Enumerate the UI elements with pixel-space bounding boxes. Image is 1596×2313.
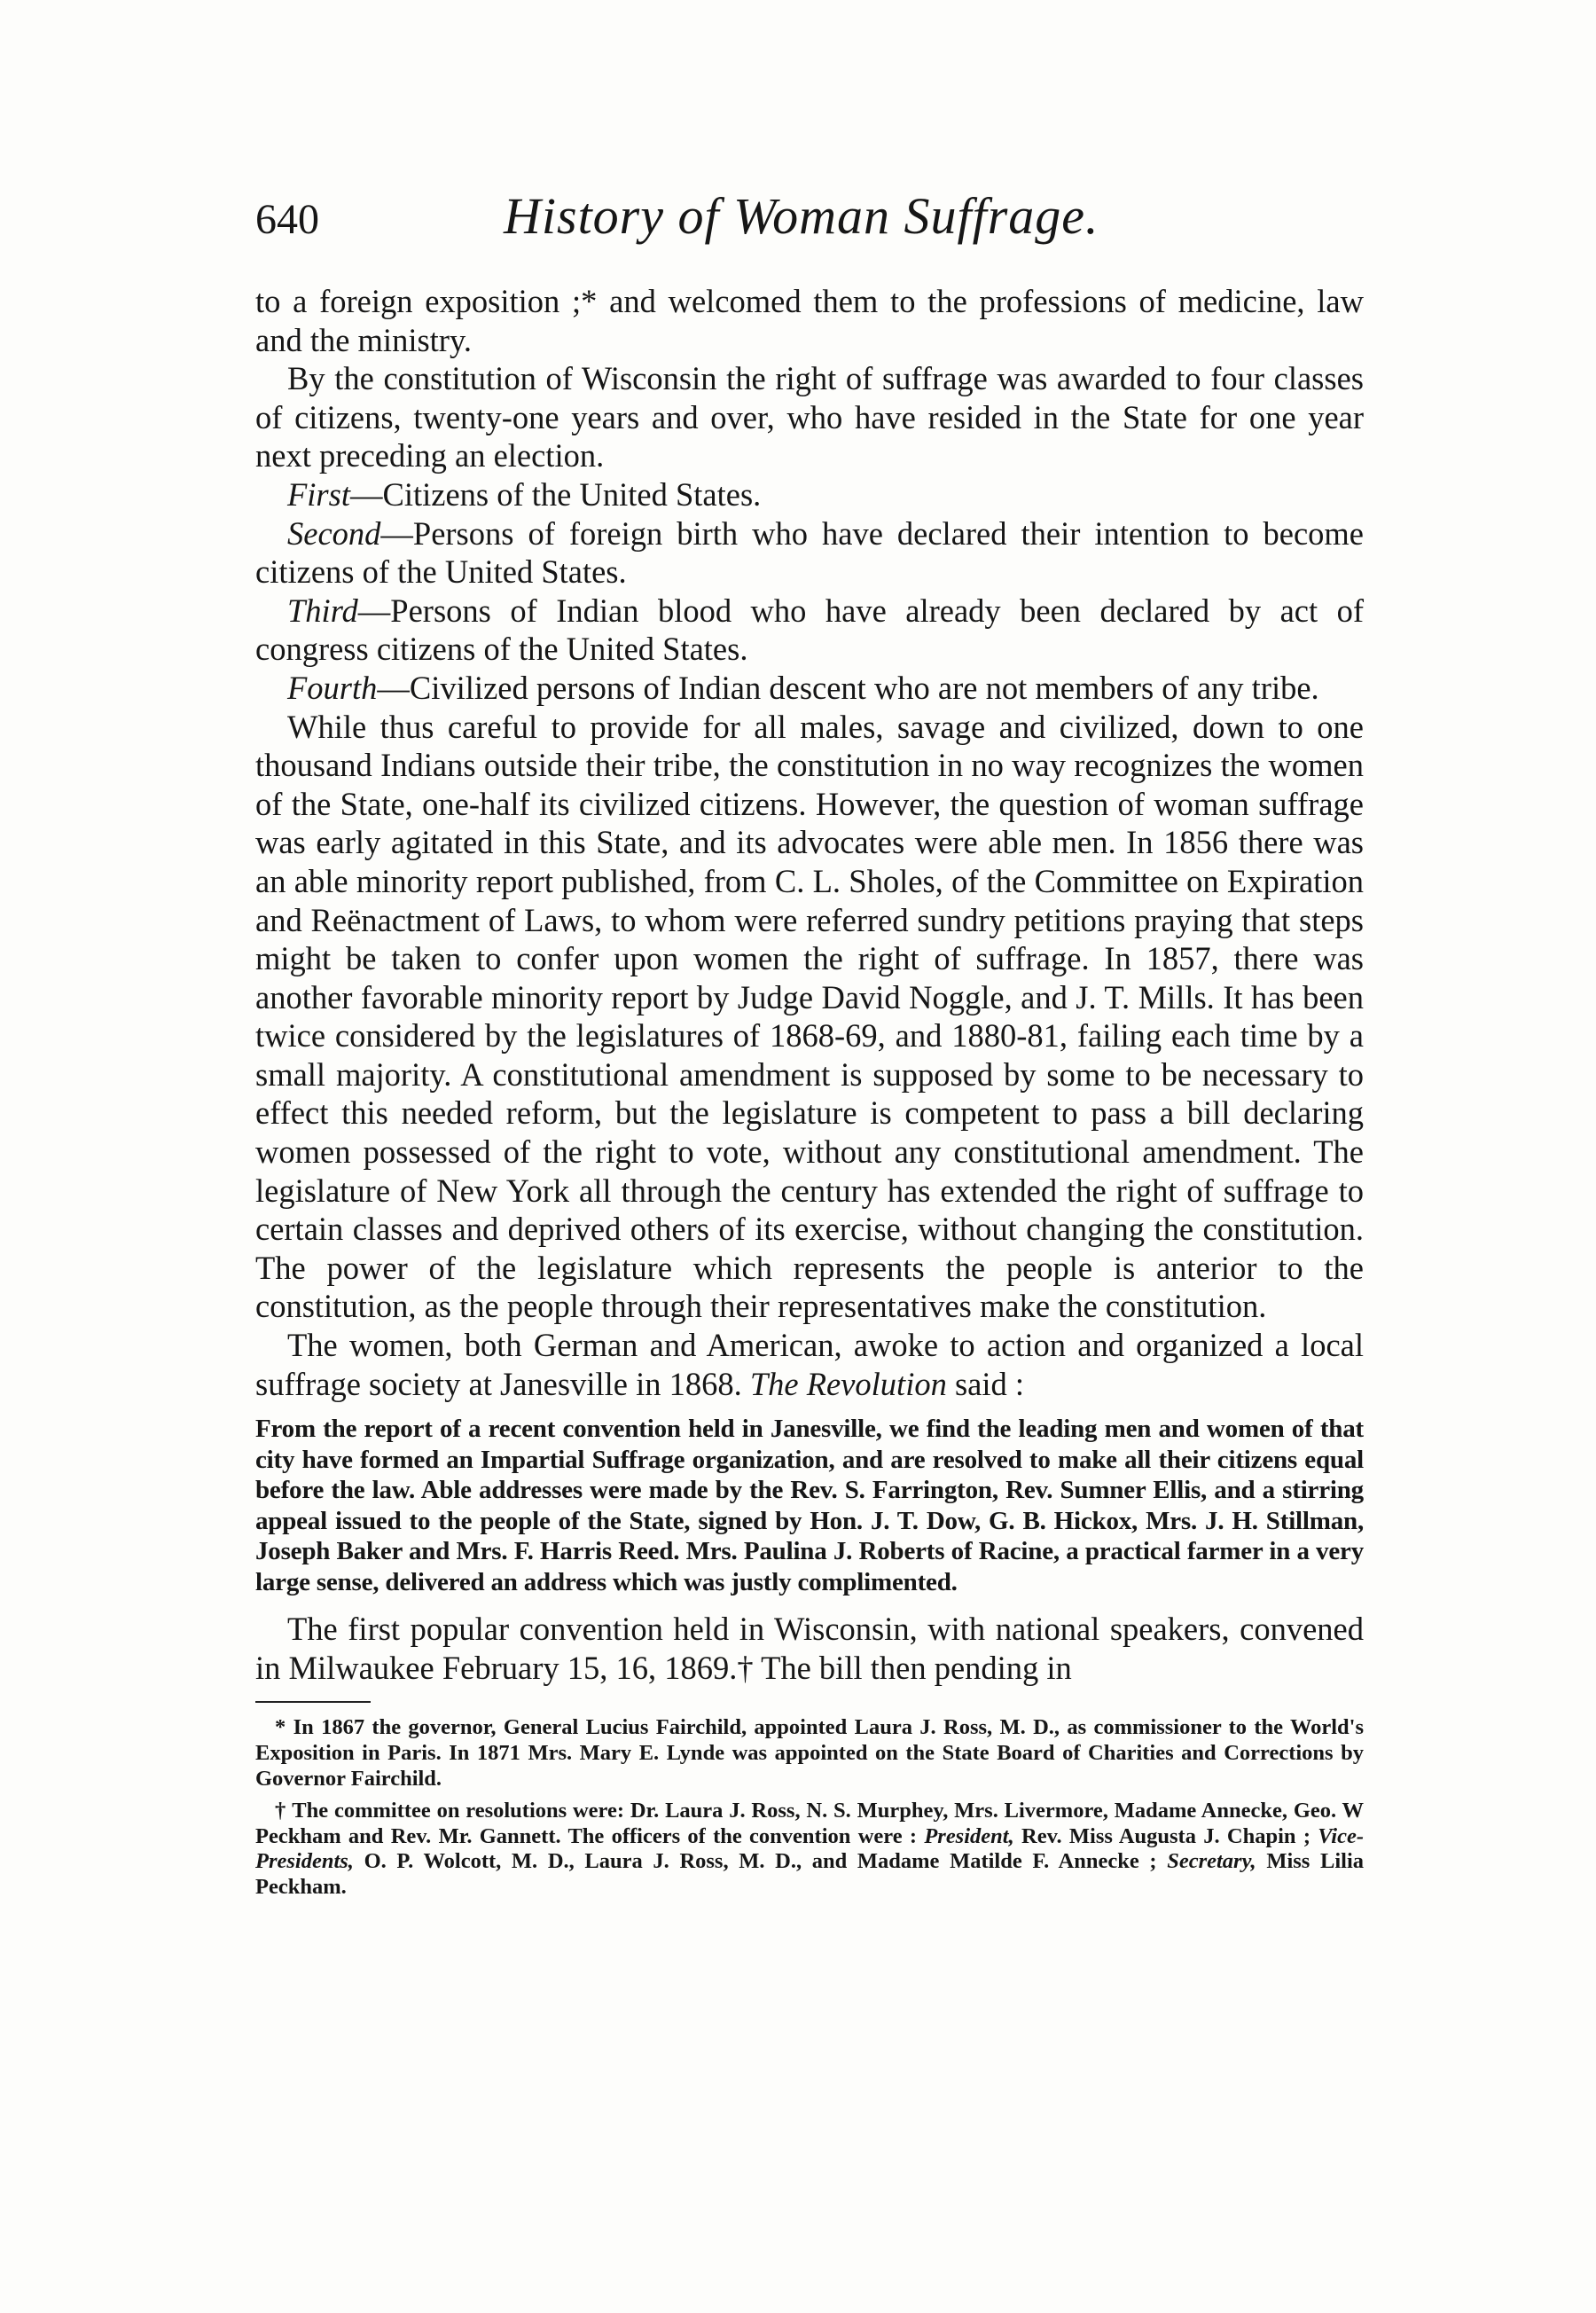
paragraph-continuation: to a foreign exposition ;* and welcomed them to the professions of medicine, law and the ministry. xyxy=(255,283,1364,358)
footnote-label: President, xyxy=(924,1823,1014,1848)
list-item-first xyxy=(255,475,1364,514)
list-item-text: —Civilized persons of Indian descent who are not members of any tribe. xyxy=(377,669,1319,706)
footnote-divider xyxy=(255,1701,371,1703)
publication-title: The Revolution xyxy=(749,1365,947,1402)
list-item-label: First xyxy=(287,475,350,513)
paragraph-history: While thus careful to provide for all males, savage and civilized, down to one thousand Indians outside their tribe, the constitution in no way recognizes the women of the State, one-half its civilized citizens. However, the question of woman suffrage was early agitated in this State, and its advocates were able men. In 1856 there was an able minority report published, from C. L. Sholes, of the Committee on Expiration and Reënactment of Laws, to whom were referred sundry petitions praying that steps might be taken to confer upon women the right of suffrage. In 1857, there was another favorable minority report by Judge David Noggle, and J. T. Mills. It has been twice considered by the legislatures of 1868-69, and 1880-81, failing each time by a small majority. A constitutional amendment is supposed by some to be necessary to effect this needed reform, but the legislature is competent to pass a bill declaring women possessed of the right to vote, without any constitutional amendment. The legislature of New York all through the century has extended the right of suffrage to certain classes and deprived others of its exercise, without changing the constitution. The power of the legislature which represents the people is anterior to the constitution, as the people through their representatives make the constitution. xyxy=(255,708,1364,1325)
list-item-third xyxy=(255,592,1364,669)
page-number: 640 xyxy=(255,196,319,243)
footnote-text: O. P. Wolcott, M. D., Laura J. Ross, M. D., and Madame Matilde F. Annecke ; xyxy=(353,1849,1168,1874)
footnote-text: Miss Lilia Peckham. xyxy=(255,1849,1364,1899)
list-item-text: —Persons of foreign birth who have declared their intention to become citizens of the United States. xyxy=(255,514,1364,591)
running-title: History of Woman Suffrage. xyxy=(504,187,1099,245)
paragraph-text-end: said : xyxy=(946,1365,1025,1402)
footnote-text: † The committee on resolutions were: Dr. Laura J. Ross, N. S. Murphey, Mrs. Livermore, Madame Annecke, Geo. W Peckham and Rev. Mr. Gannett. The officers of the convention were : xyxy=(255,1799,1364,1848)
list-item-label: Second xyxy=(287,514,381,552)
page-header xyxy=(255,186,1373,257)
paragraph-janesville xyxy=(255,1326,1364,1403)
paragraph-constitution: By the constitution of Wisconsin the right of suffrage was awarded to four classes of citizens, twenty-one years and over, who have resided in the State for one year next preceding an election. xyxy=(255,360,1364,474)
page-body xyxy=(255,282,1364,1901)
list-item-text: —Citizens of the United States. xyxy=(350,475,762,513)
list-item-text: —Persons of Indian blood who have already been declared by act of congress citizens of the United States. xyxy=(255,592,1364,668)
list-item-label: Fourth xyxy=(287,669,378,706)
footnote-1: * In 1867 the governor, General Lucius Fairchild, appointed Laura J. Ross, M. D., as commissioner to the World's Exposition in Paris. In 1871 Mrs. Mary E. Lynde was appointed on the State Board of Charities and Corrections by Governor Fairchild. xyxy=(255,1715,1364,1791)
paragraph-convention: The first popular convention held in Wisconsin, with national speakers, convened in Milwaukee February 15, 16, 1869.† The bill then pending in xyxy=(255,1611,1364,1686)
footnote-text: Rev. Miss Augusta J. Chapin ; xyxy=(1013,1823,1318,1848)
list-item-label: Third xyxy=(287,592,358,629)
footnote-label: Vice-Presidents, xyxy=(255,1823,1364,1874)
list-item-fourth xyxy=(255,669,1364,708)
list-item-second xyxy=(255,514,1364,592)
footnote-2 xyxy=(255,1799,1364,1900)
footnote-label: Secretary, xyxy=(1167,1849,1256,1874)
block-quote: From the report of a recent convention held in Janesville, we find the leading men and women of that city have formed an Impartial Suffrage organization, and are resolved to make all their citizens equal before the law. Able addresses were made by the Rev. S. Farrington, Rev. Sumner Ellis, and a stirring appeal issued to the people of the State, signed by Hon. J. T. Dow, G. B. Hickox, Mrs. J. H. Stillman, Joseph Baker and Mrs. F. Harris Reed. Mrs. Paulina J. Roberts of Racine, a practical farmer in a very large sense, delivered an address which was justly complimented. xyxy=(255,1415,1364,1596)
paragraph-text: The women, both German and American, awoke to action and organized a local suffrage society at Janesville in 1868. xyxy=(255,1327,1364,1402)
